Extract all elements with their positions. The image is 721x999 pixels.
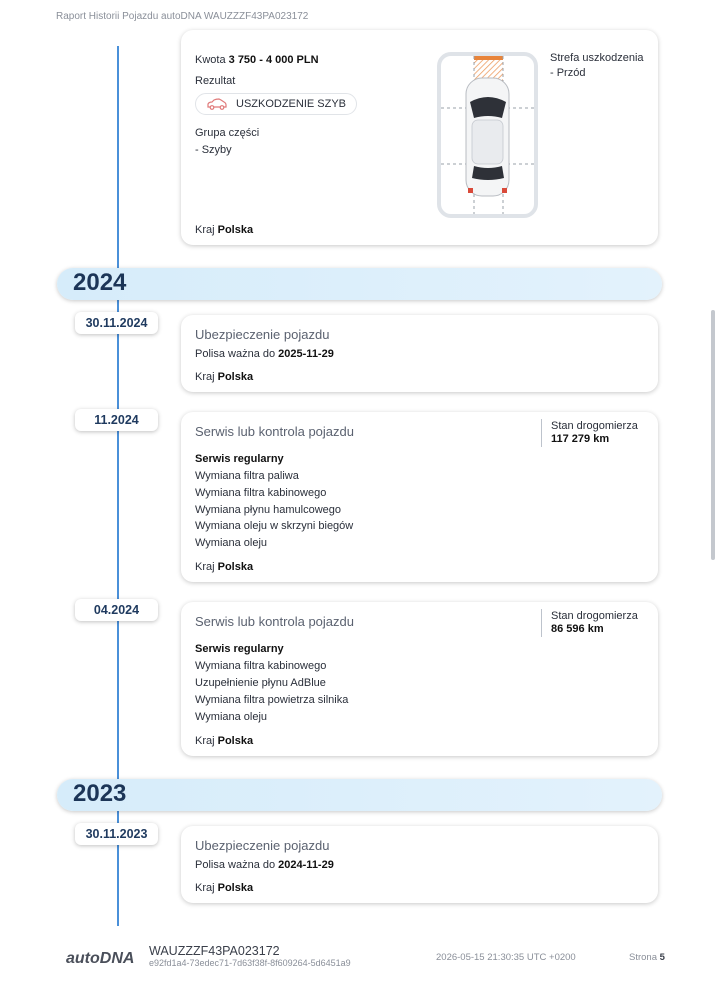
damage-country — [195, 224, 253, 236]
footer-timestamp: 2026-05-15 21:30:35 UTC +0200 — [436, 952, 576, 963]
policy-value: 2025-11-29 — [278, 348, 334, 360]
event-date: 30.11.2023 — [75, 823, 158, 845]
event-title: Ubezpieczenie pojazdu — [195, 327, 330, 342]
country-label: Kraj — [195, 735, 215, 747]
service-item: Wymiana oleju — [195, 711, 268, 723]
country-label: Kraj — [195, 882, 215, 894]
country-value: Polska — [217, 371, 254, 383]
damage-result-label: Rezultat — [195, 75, 236, 87]
service-item: Wymiana filtra kabinowego — [195, 660, 327, 672]
year-label: 2024 — [73, 269, 127, 296]
page-label: Strona — [629, 952, 657, 963]
damage-zone-label: Strefa uszkodzenia — [550, 52, 644, 64]
year-label: 2023 — [73, 780, 127, 807]
event-country — [195, 561, 253, 573]
country-value: Polska — [217, 735, 254, 747]
service-item: Wymiana oleju — [195, 537, 268, 549]
event-policy — [195, 859, 334, 871]
damage-amount-value: 3 750 - 4 000 PLN — [228, 54, 319, 66]
service-type: Serwis regularny — [195, 453, 284, 465]
country-value: Polska — [217, 561, 254, 573]
footer-page — [629, 952, 665, 963]
event-date: 11.2024 — [75, 409, 158, 431]
damage-result-chip — [195, 93, 357, 115]
event-date: 04.2024 — [75, 599, 158, 621]
service-item: Wymiana filtra powietrza silnika — [195, 694, 349, 706]
damage-result-text: USZKODZENIE SZYB — [236, 98, 347, 110]
policy-label: Polisa ważna do — [195, 348, 276, 360]
service-type: Serwis regularny — [195, 643, 284, 655]
autodna-logo: autoDNA — [66, 950, 135, 967]
country-value: Polska — [217, 882, 254, 894]
country-label: Kraj — [195, 371, 215, 383]
service-item: Wymiana filtra kabinowego — [195, 487, 327, 499]
odometer-value: 86 596 km — [551, 623, 604, 635]
damage-amount — [195, 54, 319, 66]
policy-value: 2024-11-29 — [278, 859, 334, 871]
event-title: Serwis lub kontrola pojazdu — [195, 424, 354, 439]
odometer-value: 117 279 km — [551, 433, 610, 445]
scrollbar[interactable] — [711, 310, 715, 560]
page-header-title: Raport Historii Pojazdu autoDNA WAUZZZF43PA023172 — [56, 11, 309, 22]
event-title: Serwis lub kontrola pojazdu — [195, 614, 354, 629]
odometer-label: Stan drogomierza — [551, 610, 638, 622]
event-policy — [195, 348, 334, 360]
car-top-view-icon — [441, 56, 534, 214]
damage-zone-value: - Przód — [550, 67, 586, 79]
year-header-2024 — [57, 268, 662, 300]
damage-amount-label: Kwota — [195, 54, 226, 66]
event-date: 30.11.2024 — [75, 312, 158, 334]
service-item: Uzupełnienie płynu AdBlue — [195, 677, 326, 689]
policy-label: Polisa ważna do — [195, 859, 276, 871]
event-country — [195, 882, 253, 894]
country-label: Kraj — [195, 561, 215, 573]
footer-vin: WAUZZZF43PA023172 — [149, 944, 280, 958]
service-item: Wymiana filtra paliwa — [195, 470, 299, 482]
parts-group-value: - Szyby — [195, 144, 232, 156]
car-outline-icon — [206, 98, 228, 110]
event-title: Ubezpieczenie pojazdu — [195, 838, 330, 853]
odometer-label: Stan drogomierza — [551, 420, 638, 432]
country-value: Polska — [217, 224, 254, 236]
parts-group-label: Grupa części — [195, 127, 260, 139]
country-label: Kraj — [195, 224, 215, 236]
event-country — [195, 735, 253, 747]
event-country — [195, 371, 253, 383]
odometer-divider — [541, 609, 542, 637]
year-header-2023 — [57, 779, 662, 811]
service-item: Wymiana płynu hamulcowego — [195, 504, 342, 516]
page-number: 5 — [659, 952, 665, 963]
footer-hash: e92fd1a4-73edec71-7d63f38f-8f609264-5d6451a9 — [149, 958, 351, 968]
service-item: Wymiana oleju w skrzyni biegów — [195, 520, 354, 532]
damage-zone-diagram — [437, 52, 538, 218]
odometer-divider — [541, 419, 542, 447]
